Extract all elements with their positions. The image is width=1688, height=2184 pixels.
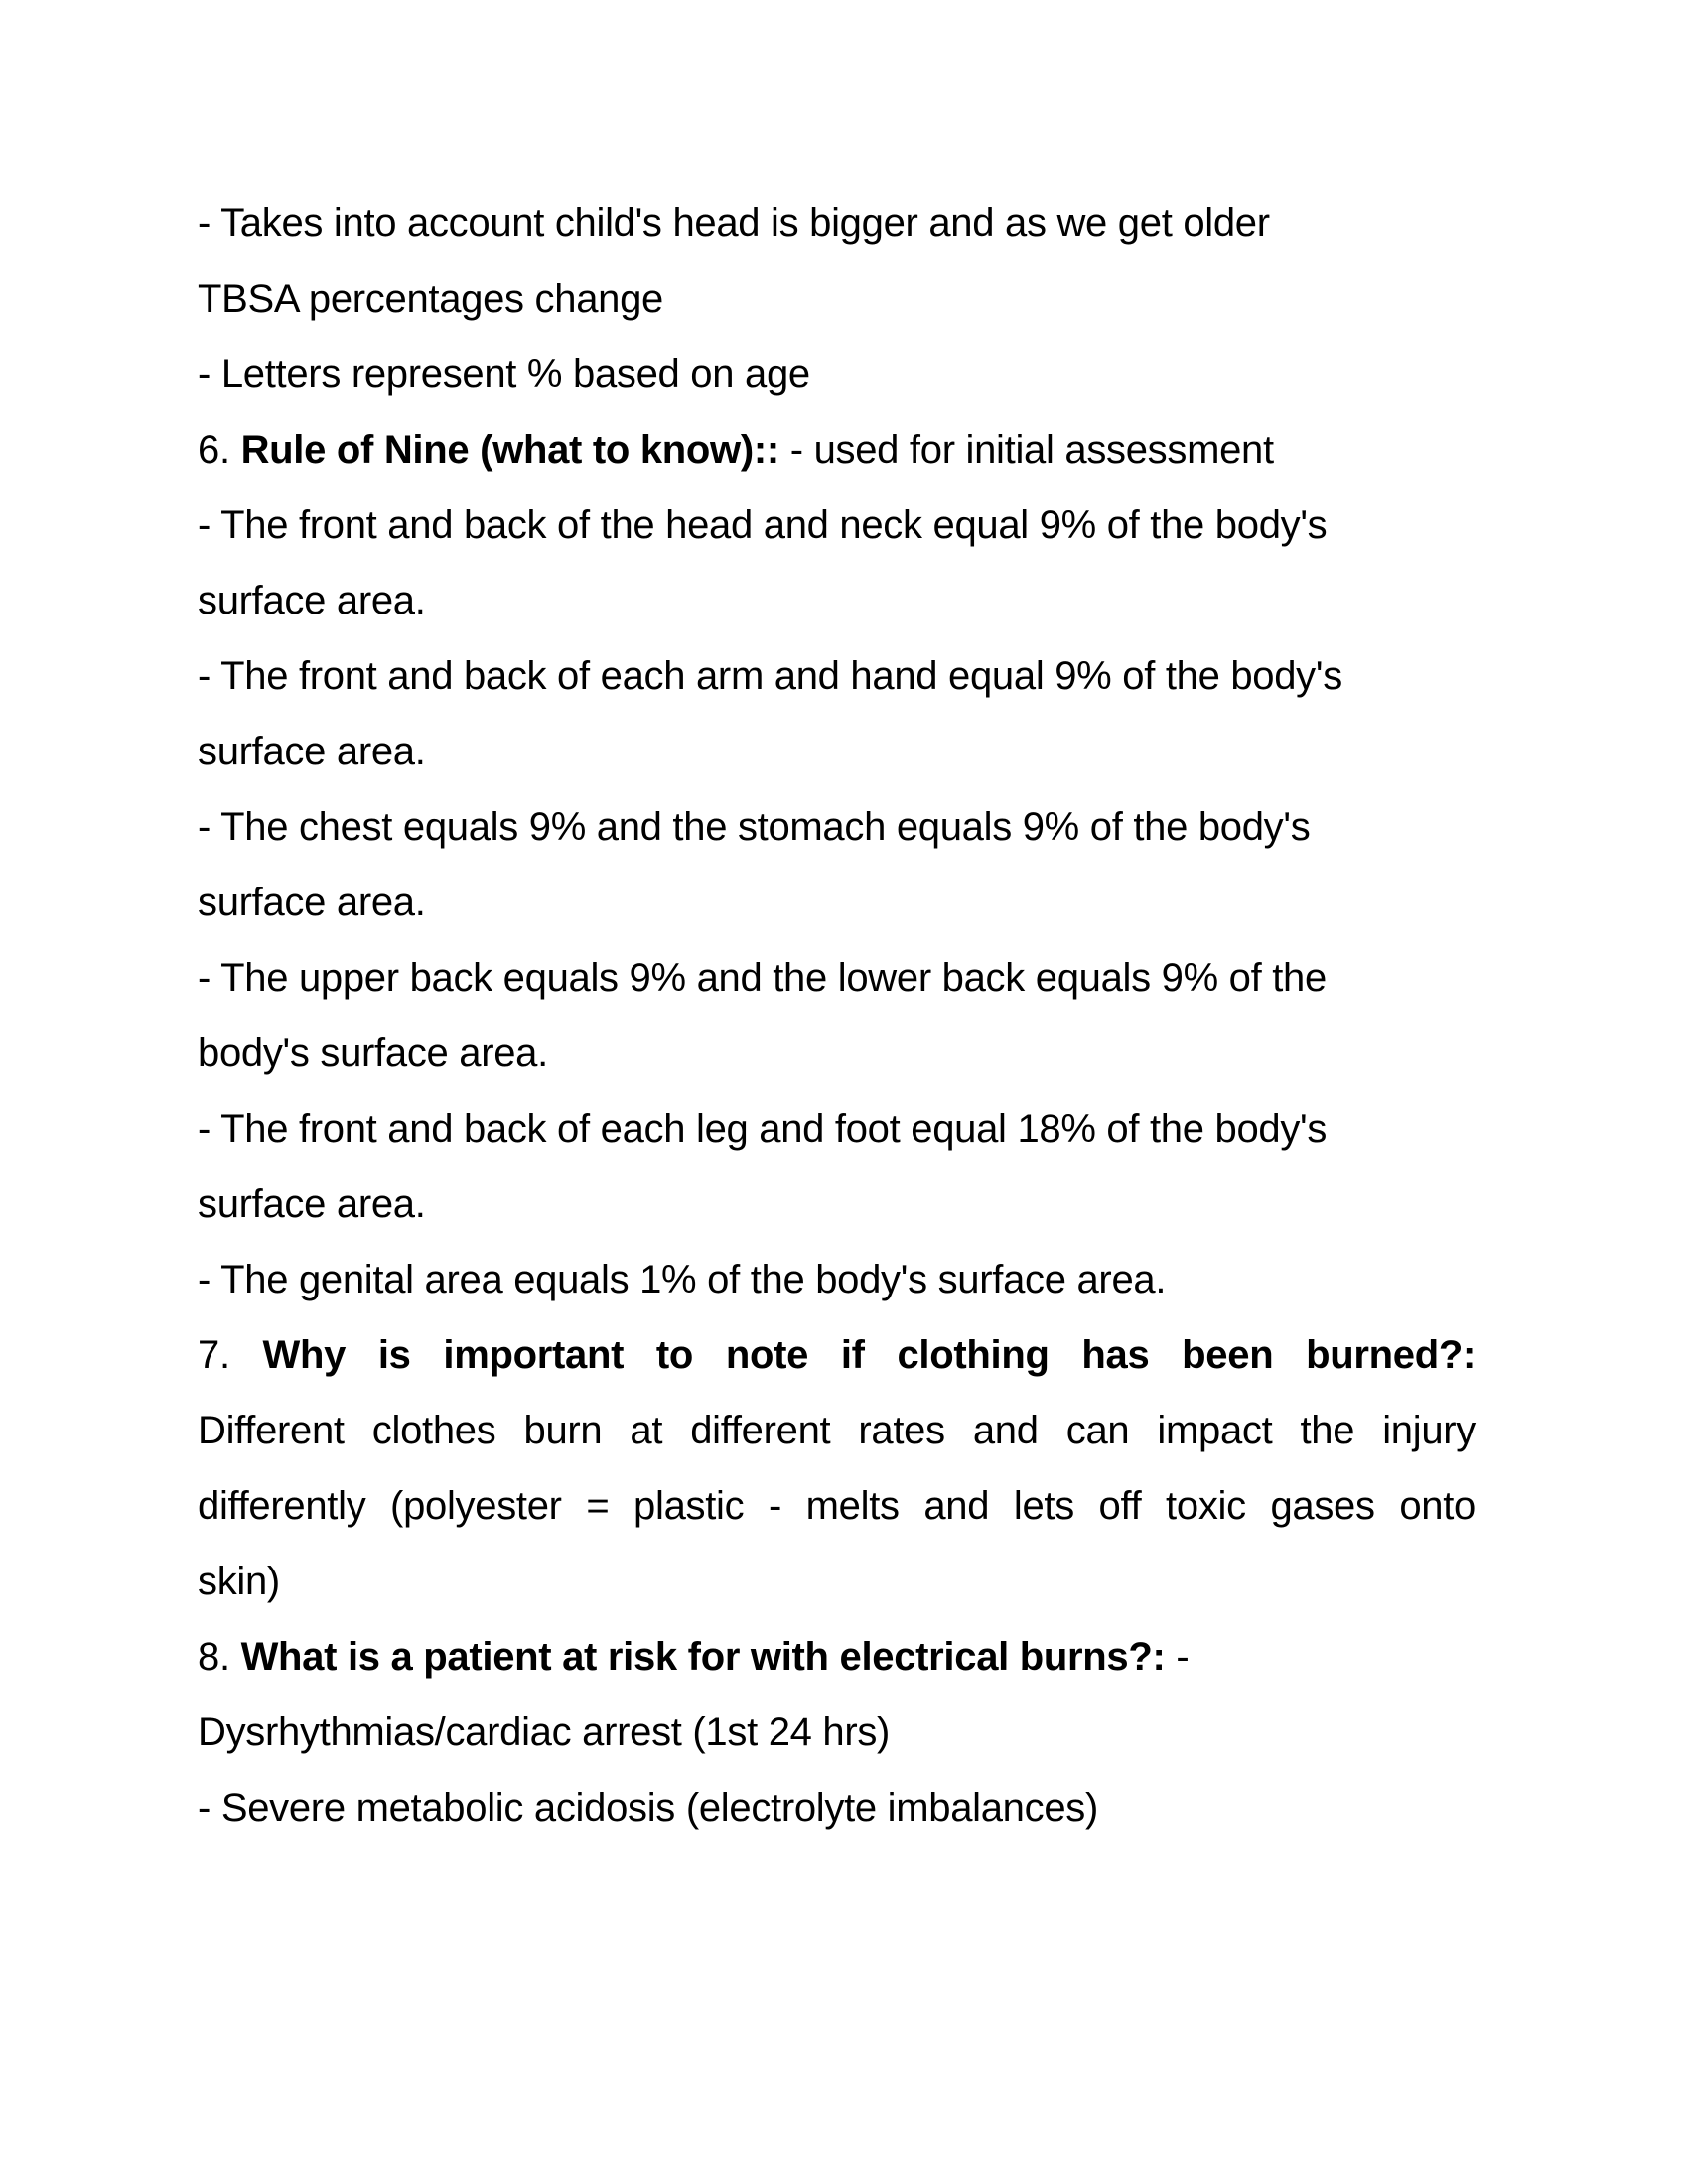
text-segment: - Severe metabolic acidosis (electrolyte imbalances) xyxy=(198,1786,1098,1830)
text-line xyxy=(198,1544,1476,1619)
text-segment: - The front and back of the head and neck equal 9% of the body's xyxy=(198,503,1328,547)
text-line xyxy=(198,563,1476,638)
text-segment: - The front and back of each leg and foot equal 18% of the body's xyxy=(198,1107,1328,1151)
text-segment: 6. xyxy=(198,428,241,472)
text-segment: Dysrhythmias/cardiac arrest (1st 24 hrs) xyxy=(198,1710,891,1754)
text-segment: - The chest equals 9% and the stomach equals 9% of the body's xyxy=(198,805,1311,849)
text-line xyxy=(198,186,1476,261)
text-line xyxy=(198,337,1476,412)
question-heading: What is a patient at risk for with electrical burns?: xyxy=(240,1635,1166,1679)
text-segment: surface area. xyxy=(198,881,426,924)
text-line xyxy=(198,1317,1476,1393)
text-segment: - xyxy=(1165,1635,1190,1679)
text-line xyxy=(198,865,1476,940)
text-segment: 7. xyxy=(198,1333,263,1377)
text-line xyxy=(198,1016,1476,1091)
text-line xyxy=(198,940,1476,1016)
text-segment: - The upper back equals 9% and the lower back equals 9% of the xyxy=(198,956,1327,1000)
text-line xyxy=(198,1091,1476,1166)
text-segment: TBSA percentages change xyxy=(198,277,663,321)
text-segment: - Letters represent % based on age xyxy=(198,352,810,396)
text-segment: 8. xyxy=(198,1635,241,1679)
text-line xyxy=(198,638,1476,714)
text-segment: Different clothes burn at different rates and can impact the injury xyxy=(198,1409,1476,1452)
text-line xyxy=(198,714,1476,789)
text-segment: surface area. xyxy=(198,730,426,773)
text-segment: surface area. xyxy=(198,1182,426,1226)
text-segment: - used for initial assessment xyxy=(778,428,1274,472)
text-segment: - Takes into account child's head is bigger and as we get older xyxy=(198,202,1270,245)
text-segment: - The genital area equals 1% of the body's surface area. xyxy=(198,1258,1167,1301)
question-heading: Rule of Nine (what to know):: xyxy=(240,428,779,472)
text-segment: - The front and back of each arm and hand equal 9% of the body's xyxy=(198,654,1342,698)
text-line xyxy=(198,1393,1476,1468)
text-line xyxy=(198,261,1476,337)
text-line xyxy=(198,1468,1476,1544)
text-line xyxy=(198,487,1476,563)
text-segment: skin) xyxy=(198,1560,280,1603)
text-segment: differently (polyester = plastic - melts and lets off toxic gases onto xyxy=(198,1484,1476,1528)
text-line xyxy=(198,1166,1476,1242)
text-line xyxy=(198,412,1476,487)
text-segment: body's surface area. xyxy=(198,1031,548,1075)
text-segment: surface area. xyxy=(198,579,426,622)
text-line xyxy=(198,1695,1476,1770)
document-body xyxy=(198,186,1476,1845)
text-line xyxy=(198,1242,1476,1317)
text-line xyxy=(198,789,1476,865)
question-heading: Why is important to note if clothing has been burned?: xyxy=(262,1333,1477,1377)
text-line xyxy=(198,1770,1476,1845)
text-line xyxy=(198,1619,1476,1695)
